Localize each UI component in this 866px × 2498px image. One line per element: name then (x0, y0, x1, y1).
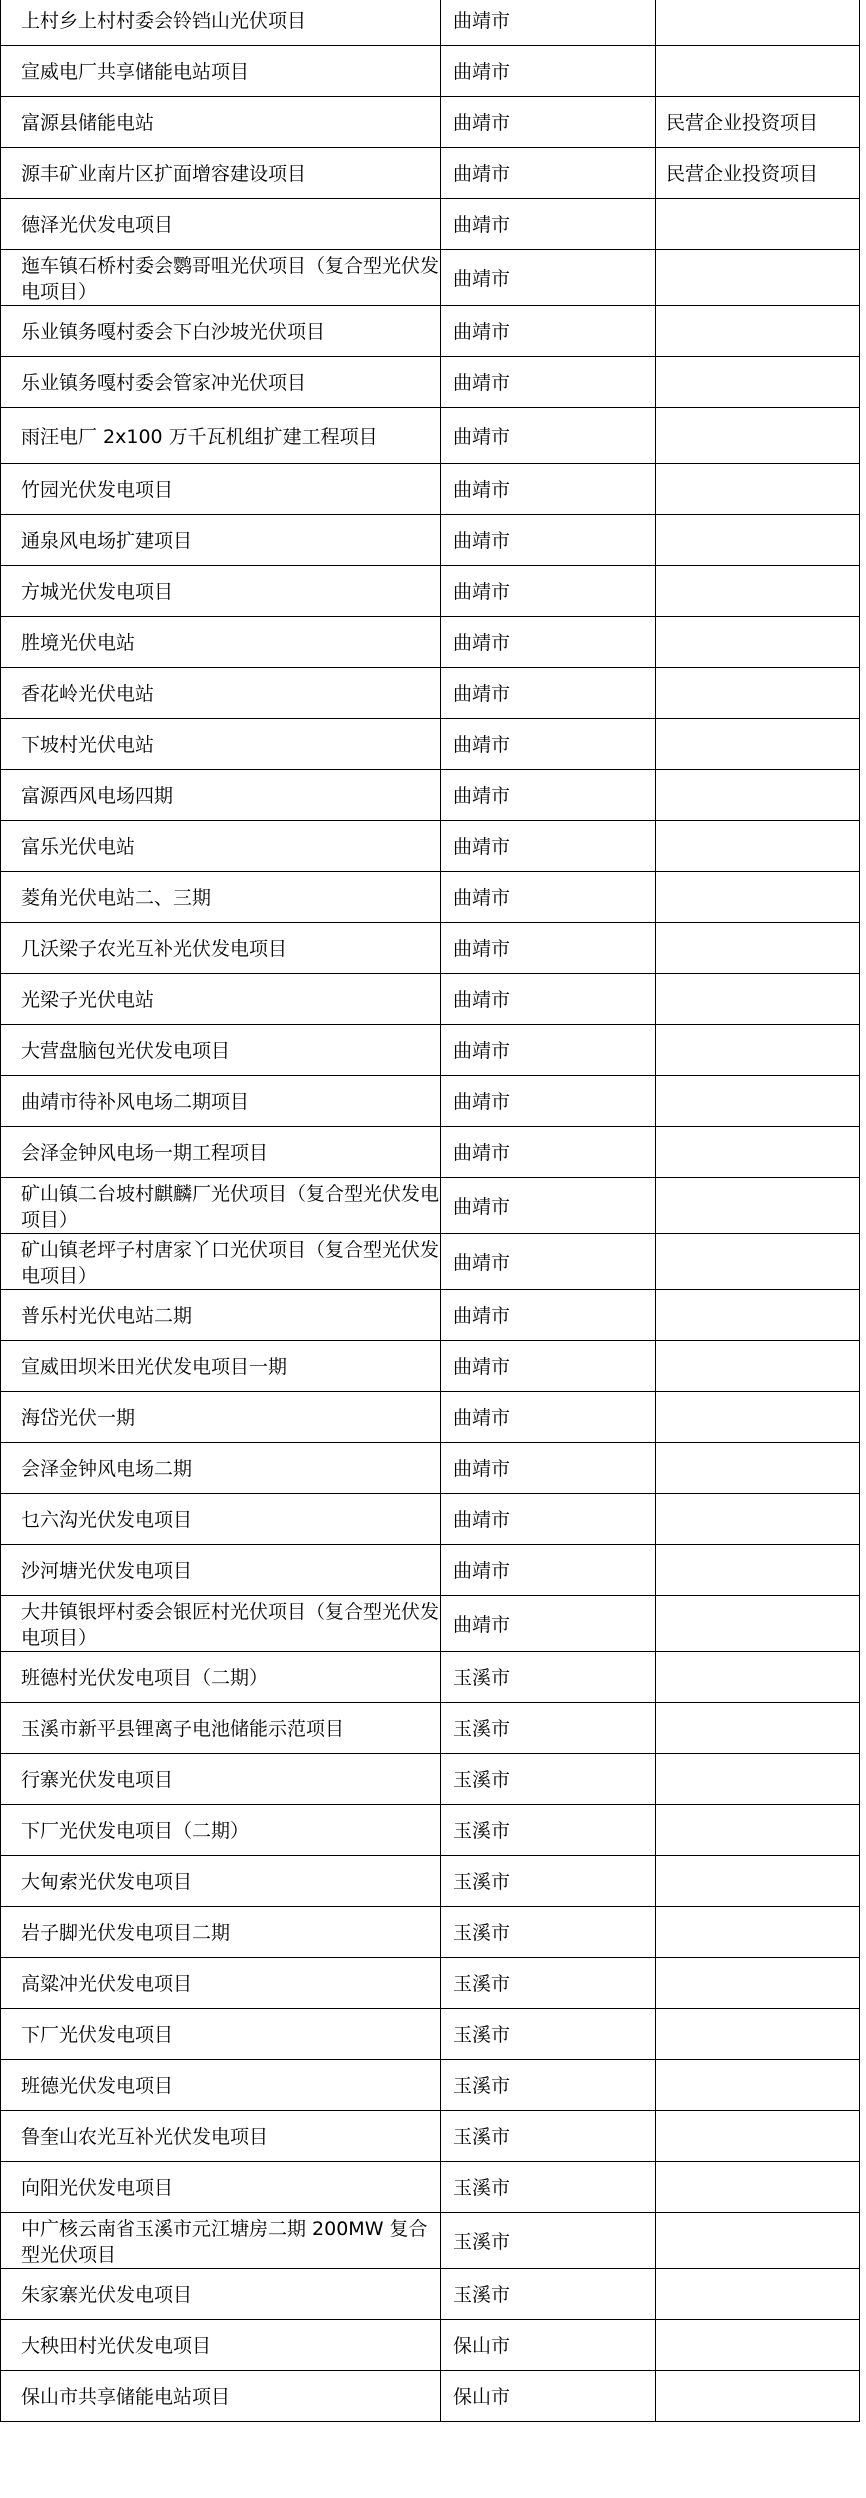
table-row (1, 306, 860, 357)
city-cell: 保山市 (441, 2371, 656, 2422)
project-name-cell: 源丰矿业南片区扩面增容建设项目 (1, 148, 441, 199)
table-row (1, 2162, 860, 2213)
city-cell: 曲靖市 (441, 1076, 656, 1127)
project-name-cell: 富源西风电场四期 (1, 770, 441, 821)
note-cell (656, 464, 860, 515)
table-row (1, 1127, 860, 1178)
project-name-cell: 胜境光伏电站 (1, 617, 441, 668)
note-cell (656, 306, 860, 357)
project-name-cell: 下厂光伏发电项目（二期） (1, 1805, 441, 1856)
project-name-cell: 通泉风电场扩建项目 (1, 515, 441, 566)
city-cell: 玉溪市 (441, 1805, 656, 1856)
city-cell: 曲靖市 (441, 719, 656, 770)
city-cell: 玉溪市 (441, 2009, 656, 2060)
note-cell (656, 2009, 860, 2060)
city-cell: 曲靖市 (441, 46, 656, 97)
table-row (1, 0, 860, 46)
note-cell (656, 1127, 860, 1178)
note-cell (656, 2213, 860, 2269)
project-name-cell: 大秧田村光伏发电项目 (1, 2320, 441, 2371)
table-row (1, 1025, 860, 1076)
project-name-cell: 上村乡上村村委会铃铛山光伏项目 (1, 0, 441, 46)
table-row (1, 923, 860, 974)
note-cell (656, 668, 860, 719)
project-name-cell: 海岱光伏一期 (1, 1392, 441, 1443)
project-name-cell: 保山市共享储能电站项目 (1, 2371, 441, 2422)
table-row (1, 2060, 860, 2111)
project-table-body (1, 0, 860, 2422)
note-cell (656, 1234, 860, 1290)
table-row (1, 1856, 860, 1907)
city-cell: 玉溪市 (441, 1958, 656, 2009)
city-cell: 曲靖市 (441, 357, 656, 408)
city-cell: 曲靖市 (441, 199, 656, 250)
note-cell (656, 1545, 860, 1596)
table-row (1, 2371, 860, 2422)
note-cell (656, 2162, 860, 2213)
project-name-cell: 班德村光伏发电项目（二期） (1, 1652, 441, 1703)
table-row (1, 357, 860, 408)
city-cell: 曲靖市 (441, 1545, 656, 1596)
project-name-cell: 下坡村光伏电站 (1, 719, 441, 770)
project-name-cell: 香花岭光伏电站 (1, 668, 441, 719)
note-cell: 民营企业投资项目 (656, 148, 860, 199)
note-cell (656, 1076, 860, 1127)
city-cell: 曲靖市 (441, 770, 656, 821)
note-cell (656, 2371, 860, 2422)
city-cell: 曲靖市 (441, 1178, 656, 1234)
note-cell (656, 1805, 860, 1856)
note-cell (656, 1703, 860, 1754)
table-row (1, 2213, 860, 2269)
table-row (1, 97, 860, 148)
city-cell: 曲靖市 (441, 566, 656, 617)
city-cell: 曲靖市 (441, 1025, 656, 1076)
project-name-cell: 几沃梁子农光互补光伏发电项目 (1, 923, 441, 974)
city-cell: 玉溪市 (441, 2060, 656, 2111)
note-cell (656, 872, 860, 923)
note-cell (656, 408, 860, 464)
table-row (1, 1805, 860, 1856)
project-name-cell: 迤车镇石桥村委会鹦哥咀光伏项目（复合型光伏发电项目） (1, 250, 441, 306)
project-name-cell: 玉溪市新平县锂离子电池储能示范项目 (1, 1703, 441, 1754)
table-row (1, 2111, 860, 2162)
note-cell (656, 1494, 860, 1545)
project-name-cell: 高粱冲光伏发电项目 (1, 1958, 441, 2009)
note-cell (656, 199, 860, 250)
project-name-cell: 大营盘脑包光伏发电项目 (1, 1025, 441, 1076)
note-cell (656, 1025, 860, 1076)
note-cell (656, 2269, 860, 2320)
project-name-cell: 岩子脚光伏发电项目二期 (1, 1907, 441, 1958)
project-name-cell: 雨汪电厂 2x100 万千瓦机组扩建工程项目 (1, 408, 441, 464)
city-cell: 保山市 (441, 2320, 656, 2371)
table-row (1, 1076, 860, 1127)
note-cell (656, 1178, 860, 1234)
city-cell: 玉溪市 (441, 2162, 656, 2213)
table-row (1, 974, 860, 1025)
project-name-cell: 曲靖市待补风电场二期项目 (1, 1076, 441, 1127)
city-cell: 玉溪市 (441, 1754, 656, 1805)
table-row (1, 1596, 860, 1652)
city-cell: 曲靖市 (441, 617, 656, 668)
table-row (1, 1494, 860, 1545)
table-row (1, 872, 860, 923)
note-cell (656, 1856, 860, 1907)
project-name-cell: 宣威电厂共享储能电站项目 (1, 46, 441, 97)
table-row (1, 617, 860, 668)
table-row (1, 1392, 860, 1443)
city-cell: 曲靖市 (441, 1494, 656, 1545)
note-cell: 民营企业投资项目 (656, 97, 860, 148)
note-cell (656, 357, 860, 408)
note-cell (656, 0, 860, 46)
project-name-cell: 乐业镇务嘎村委会下白沙坡光伏项目 (1, 306, 441, 357)
table-row (1, 2320, 860, 2371)
table-row (1, 719, 860, 770)
table-row (1, 250, 860, 306)
city-cell: 曲靖市 (441, 1443, 656, 1494)
project-name-cell: 菱角光伏电站二、三期 (1, 872, 441, 923)
table-row (1, 1290, 860, 1341)
project-name-cell: 竹园光伏发电项目 (1, 464, 441, 515)
city-cell: 曲靖市 (441, 0, 656, 46)
project-name-cell: 富乐光伏电站 (1, 821, 441, 872)
city-cell: 玉溪市 (441, 1652, 656, 1703)
table-row (1, 1443, 860, 1494)
project-name-cell: 光梁子光伏电站 (1, 974, 441, 1025)
note-cell (656, 1290, 860, 1341)
table-row (1, 770, 860, 821)
project-name-cell: 会泽金钟风电场二期 (1, 1443, 441, 1494)
city-cell: 曲靖市 (441, 1341, 656, 1392)
city-cell: 曲靖市 (441, 872, 656, 923)
note-cell (656, 719, 860, 770)
table-row (1, 515, 860, 566)
project-name-cell: 中广核云南省玉溪市元江塘房二期 200MW 复合型光伏项目 (1, 2213, 441, 2269)
note-cell (656, 2060, 860, 2111)
table-row (1, 1907, 860, 1958)
project-name-cell: 鲁奎山农光互补光伏发电项目 (1, 2111, 441, 2162)
note-cell (656, 974, 860, 1025)
note-cell (656, 1392, 860, 1443)
city-cell: 曲靖市 (441, 668, 656, 719)
project-name-cell: 富源县储能电站 (1, 97, 441, 148)
note-cell (656, 821, 860, 872)
note-cell (656, 1341, 860, 1392)
table-row (1, 566, 860, 617)
project-name-cell: 下厂光伏发电项目 (1, 2009, 441, 2060)
city-cell: 曲靖市 (441, 148, 656, 199)
table-row (1, 1234, 860, 1290)
table-row (1, 1341, 860, 1392)
note-cell (656, 566, 860, 617)
city-cell: 曲靖市 (441, 1596, 656, 1652)
city-cell: 曲靖市 (441, 821, 656, 872)
project-name-cell: 普乐村光伏电站二期 (1, 1290, 441, 1341)
table-row (1, 148, 860, 199)
note-cell (656, 923, 860, 974)
project-name-cell: 向阳光伏发电项目 (1, 2162, 441, 2213)
table-row (1, 1652, 860, 1703)
table-row (1, 2009, 860, 2060)
city-cell: 玉溪市 (441, 1856, 656, 1907)
project-name-cell: 乐业镇务嘎村委会管家冲光伏项目 (1, 357, 441, 408)
city-cell: 玉溪市 (441, 2111, 656, 2162)
city-cell: 曲靖市 (441, 464, 656, 515)
table-row (1, 668, 860, 719)
note-cell (656, 2111, 860, 2162)
table-row (1, 46, 860, 97)
city-cell: 曲靖市 (441, 1392, 656, 1443)
note-cell (656, 1652, 860, 1703)
city-cell: 玉溪市 (441, 2269, 656, 2320)
city-cell: 曲靖市 (441, 97, 656, 148)
city-cell: 玉溪市 (441, 1703, 656, 1754)
city-cell: 曲靖市 (441, 1234, 656, 1290)
table-row (1, 1545, 860, 1596)
city-cell: 曲靖市 (441, 974, 656, 1025)
project-name-cell: 矿山镇二台坡村麒麟厂光伏项目（复合型光伏发电项目） (1, 1178, 441, 1234)
project-name-cell: 行寨光伏发电项目 (1, 1754, 441, 1805)
project-name-cell: 宣威田坝米田光伏发电项目一期 (1, 1341, 441, 1392)
project-name-cell: 乜六沟光伏发电项目 (1, 1494, 441, 1545)
project-name-cell: 矿山镇老坪子村唐家丫口光伏项目（复合型光伏发电项目） (1, 1234, 441, 1290)
note-cell (656, 1596, 860, 1652)
table-row (1, 2269, 860, 2320)
project-name-cell: 朱家寨光伏发电项目 (1, 2269, 441, 2320)
city-cell: 曲靖市 (441, 1290, 656, 1341)
table-row (1, 408, 860, 464)
table-row (1, 821, 860, 872)
project-name-cell: 大甸索光伏发电项目 (1, 1856, 441, 1907)
note-cell (656, 250, 860, 306)
table-row (1, 1754, 860, 1805)
note-cell (656, 46, 860, 97)
note-cell (656, 1958, 860, 2009)
note-cell (656, 1907, 860, 1958)
city-cell: 曲靖市 (441, 408, 656, 464)
table-row (1, 464, 860, 515)
note-cell (656, 2320, 860, 2371)
table-row (1, 199, 860, 250)
city-cell: 玉溪市 (441, 2213, 656, 2269)
project-name-cell: 班德光伏发电项目 (1, 2060, 441, 2111)
city-cell: 玉溪市 (441, 1907, 656, 1958)
project-name-cell: 大井镇银坪村委会银匠村光伏项目（复合型光伏发电项目） (1, 1596, 441, 1652)
note-cell (656, 617, 860, 668)
city-cell: 曲靖市 (441, 1127, 656, 1178)
project-name-cell: 沙河塘光伏发电项目 (1, 1545, 441, 1596)
city-cell: 曲靖市 (441, 515, 656, 566)
project-name-cell: 会泽金钟风电场一期工程项目 (1, 1127, 441, 1178)
table-row (1, 1178, 860, 1234)
city-cell: 曲靖市 (441, 923, 656, 974)
note-cell (656, 770, 860, 821)
project-name-cell: 德泽光伏发电项目 (1, 199, 441, 250)
note-cell (656, 515, 860, 566)
project-name-cell: 方城光伏发电项目 (1, 566, 441, 617)
table-row (1, 1703, 860, 1754)
note-cell (656, 1754, 860, 1805)
city-cell: 曲靖市 (441, 306, 656, 357)
table-row (1, 1958, 860, 2009)
city-cell: 曲靖市 (441, 250, 656, 306)
note-cell (656, 1443, 860, 1494)
